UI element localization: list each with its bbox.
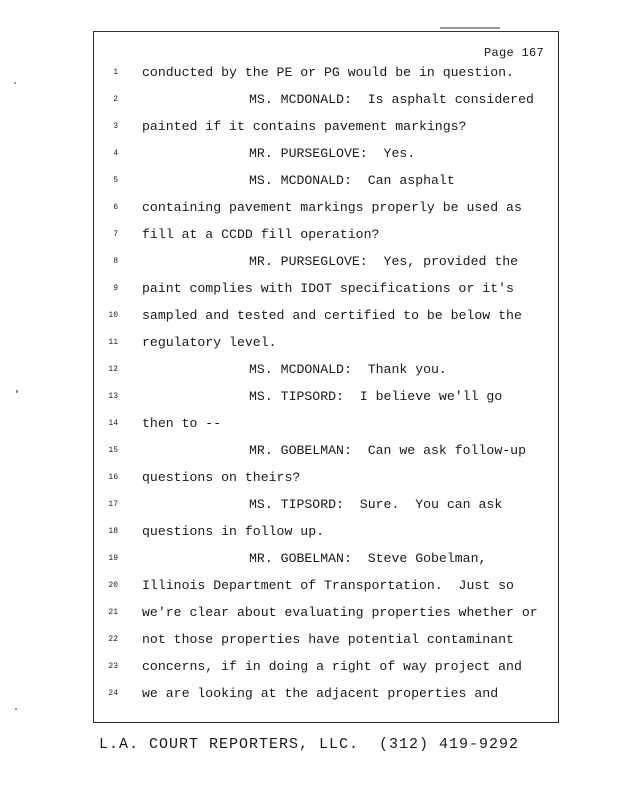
line-number: 12	[108, 365, 118, 374]
line-text: regulatory level.	[142, 335, 277, 350]
page-number: Page 167	[483, 46, 544, 60]
transcript-line	[94, 333, 558, 360]
scan-speck	[14, 82, 16, 84]
line-number: 18	[108, 527, 118, 536]
line-number: 23	[108, 662, 118, 671]
line-number: 22	[108, 635, 118, 644]
line-number: 6	[113, 203, 118, 212]
transcript-line	[94, 684, 558, 711]
line-number: 2	[113, 95, 118, 104]
line-text: questions in follow up.	[142, 524, 325, 539]
line-text: fill at a CCDD fill operation?	[142, 227, 380, 242]
line-text: concerns, if in doing a right of way project and	[142, 659, 522, 674]
transcript-line	[94, 387, 558, 414]
line-text: MS. MCDONALD: Thank you.	[249, 362, 447, 377]
line-text: MS. TIPSORD: Sure. You can ask	[249, 497, 503, 512]
line-text: MS. MCDONALD: Can asphalt	[249, 173, 455, 188]
line-text: Illinois Department of Transportation. Just so	[142, 578, 514, 593]
transcript-line	[94, 522, 558, 549]
line-number: 10	[108, 311, 118, 320]
transcript-line	[94, 441, 558, 468]
line-number: 9	[113, 284, 118, 293]
line-text: containing pavement markings properly be used as	[142, 200, 522, 215]
line-text: MS. MCDONALD: Is asphalt considered	[249, 92, 534, 107]
transcript-line	[94, 252, 558, 279]
line-text: paint complies with IDOT specifications or it's	[142, 281, 514, 296]
transcript-line	[94, 198, 558, 225]
line-number: 8	[113, 257, 118, 266]
line-number: 15	[108, 446, 118, 455]
line-number: 13	[108, 392, 118, 401]
line-text: MS. TIPSORD: I believe we'll go	[249, 389, 503, 404]
line-text: not those properties have potential contaminant	[142, 632, 514, 647]
line-text: MR. GOBELMAN: Can we ask follow-up	[249, 443, 526, 458]
transcript-page	[93, 31, 559, 723]
transcript-line	[94, 63, 558, 90]
line-number: 7	[113, 230, 118, 239]
transcript-line	[94, 144, 558, 171]
line-text: MR. PURSEGLOVE: Yes.	[249, 146, 416, 161]
line-number: 21	[108, 608, 118, 617]
transcript-line	[94, 225, 558, 252]
transcript-line	[94, 360, 558, 387]
line-text: conducted by the PE or PG would be in question.	[142, 65, 514, 80]
court-reporter-footer: L.A. COURT REPORTERS, LLC. (312) 419-9292	[98, 736, 520, 753]
line-text: then to --	[142, 416, 222, 431]
transcript-line	[94, 279, 558, 306]
line-number: 1	[113, 68, 118, 77]
transcript-line	[94, 171, 558, 198]
transcript-lines	[94, 63, 558, 711]
transcript-line	[94, 630, 558, 657]
transcript-line	[94, 549, 558, 576]
scan-artifact	[440, 27, 500, 29]
line-text: we're clear about evaluating properties whether or	[142, 605, 538, 620]
line-number: 4	[113, 149, 118, 158]
transcript-line	[94, 117, 558, 144]
transcript-line	[94, 603, 558, 630]
line-number: 16	[108, 473, 118, 482]
line-text: MR. GOBELMAN: Steve Gobelman,	[249, 551, 487, 566]
line-number: 17	[108, 500, 118, 509]
scan-speck	[15, 708, 17, 710]
transcript-line	[94, 414, 558, 441]
line-number: 20	[108, 581, 118, 590]
line-text: questions on theirs?	[142, 470, 301, 485]
line-number: 24	[108, 689, 118, 698]
line-number: 14	[108, 419, 118, 428]
line-number: 3	[113, 122, 118, 131]
line-number: 19	[108, 554, 118, 563]
scan-speck	[16, 390, 18, 393]
line-text: we are looking at the adjacent properties and	[142, 686, 499, 701]
transcript-line	[94, 468, 558, 495]
line-number: 11	[108, 338, 118, 347]
line-text: painted if it contains pavement markings?	[142, 119, 467, 134]
transcript-line	[94, 657, 558, 684]
line-text: sampled and tested and certified to be below the	[142, 308, 522, 323]
line-number: 5	[113, 176, 118, 185]
transcript-line	[94, 90, 558, 117]
transcript-line	[94, 306, 558, 333]
transcript-line	[94, 576, 558, 603]
transcript-line	[94, 495, 558, 522]
line-text: MR. PURSEGLOVE: Yes, provided the	[249, 254, 519, 269]
